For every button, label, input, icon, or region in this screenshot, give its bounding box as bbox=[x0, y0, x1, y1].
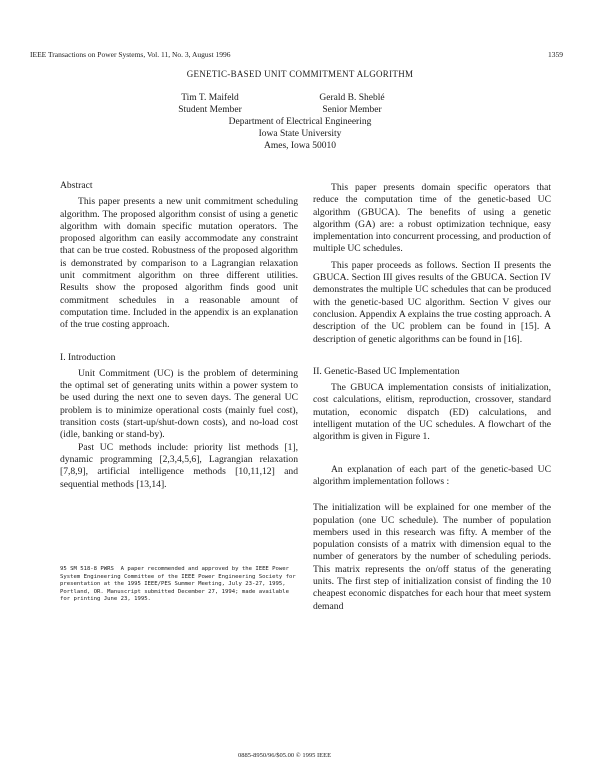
abstract-text: This paper presents a new unit commitment scheduling algorithm. The proposed algorithm consist of using a genetic algorithm with domain specific mutation operators. The proposed algorithm can easily accommodate any constraint that can be true costed. Robustness of the proposed algorithm is demonstrated by comparison to a Lagrangian relaxation unit commitment algorithm on three different utilities. Results show the proposed algorithm finds good unit commitment schedules in a reasonable amount of computation time. Included in the appendix is an explanation of the true costing approach. bbox=[60, 196, 298, 331]
intro-heading: I. Introduction bbox=[60, 351, 116, 363]
author-name: Tim T. Maifeld bbox=[181, 93, 239, 103]
author-2 bbox=[292, 92, 412, 116]
department: Department of Electrical Engineering bbox=[228, 117, 372, 127]
author-role: Student Member bbox=[178, 105, 242, 115]
page-number: 1359 bbox=[548, 50, 563, 59]
copyright-code: 0885-8950/96/$05.00 © 1995 IEEE bbox=[238, 752, 332, 759]
right-column bbox=[313, 182, 551, 613]
author-role: Senior Member bbox=[322, 105, 382, 115]
intro-paragraph-1: Unit Commitment (UC) is the problem of determining the optimal set of generating units within a power system to be used during the next one to seven days. The general UC problem is to minimize operational costs (mainly fuel cost), transition costs (start-up/shut-down costs), and no-load cost (idle, banking or stand-by). bbox=[60, 367, 298, 441]
author-1 bbox=[150, 92, 270, 116]
university: Iowa State University bbox=[258, 129, 342, 139]
affiliation bbox=[0, 116, 600, 152]
running-header: IEEE Transactions on Power Systems, Vol. 11, No. 3, August 1996 bbox=[30, 50, 231, 59]
left-column bbox=[60, 180, 298, 491]
author-name: Gerald B. Sheblé bbox=[319, 93, 385, 103]
abstract-heading: Abstract bbox=[60, 180, 93, 191]
right-paragraph-5: The initialization will be explained for one member of the population (one UC schedule). The number of population members used in this research was fifty. A member of the population consists of a matrix with dimension equal to the number of generators by the number of scheduling periods. This matrix represents the on/off status of the generating units. The first step of initialization consist of finding the 10 cheapest economic dispatches for each hour that meet system demand bbox=[313, 502, 551, 612]
section-2-heading: II. Genetic-Based UC Implementation bbox=[313, 365, 460, 377]
right-paragraph-1: This paper presents domain specific operators that reduce the computation time of the genetic-based UC algorithm (GBUCA). The benefits of using a genetic algorithm (GA) are: a robust optimization technique, easy implementation into concurrent processing, and production of multiple UC schedules. bbox=[313, 182, 551, 255]
right-paragraph-4: An explanation of each part of the genetic-based UC algorithm implementation follows : bbox=[313, 463, 551, 487]
footnote: 95 SM 518-8 PWRS A paper recommended and approved by the IEEE Power System Engineering Committee of the IEEE Power Engineering Society for presentation at the 1995 IEEE/PES Summer Meeting, July 23-27, 1995, Portland, OR. Manuscript submitted December 27, 1994; made available for printing June 23, 1995. bbox=[60, 566, 300, 603]
right-paragraph-3: The GBUCA implementation consists of initialization, cost calculations, elitism, reproduction, crossover, standard mutation, economic dispatch (ED) calculations, and intelligent mutation of the UC schedules. A flowchart of the algorithm is given in Figure 1. bbox=[313, 382, 551, 443]
paper-title: GENETIC-BASED UNIT COMMITMENT ALGORITHM bbox=[186, 69, 414, 79]
city: Ames, Iowa 50010 bbox=[263, 141, 337, 151]
right-paragraph-2: This paper proceeds as follows. Section II presents the GBUCA. Section III gives results of the GBUCA. Section IV demonstrates the multiple UC schedules that can be produced with the genetic-based UC algorithm. Section V gives our conclusion. Appendix A explains the true costing approach. A description of the UC problem can be found in [15]. A description of genetic algorithms can be found in [16]. bbox=[313, 259, 551, 345]
intro-paragraph-2: Past UC methods include: priority list methods [1], dynamic programming [2,3,4,5,6], Lagrangian relaxation [7,8,9], artificial intelligence methods [10,11,12] and sequential methods [13,14]. bbox=[60, 441, 298, 490]
